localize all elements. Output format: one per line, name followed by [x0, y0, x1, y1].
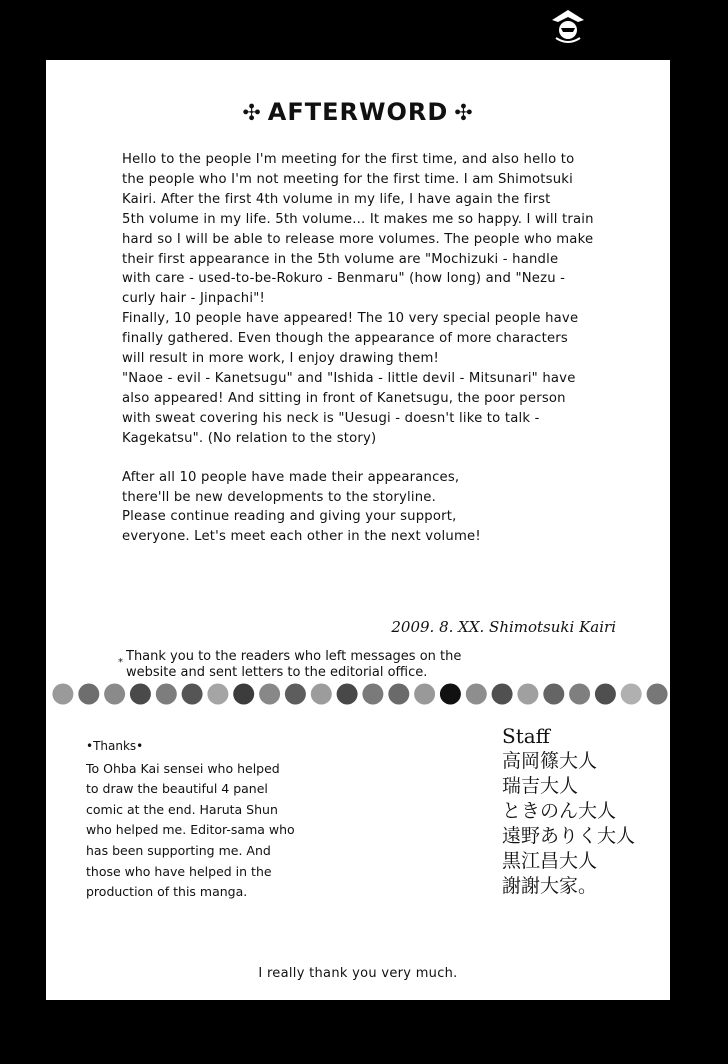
publisher-logo-icon	[548, 8, 588, 44]
staff-name: 遠野ありく大人	[502, 825, 636, 847]
reader-note	[118, 649, 526, 681]
thanks-line: to draw the beautiful 4 panel	[86, 781, 268, 797]
divider-dot	[259, 684, 280, 705]
thanks-line: has been supporting me. And	[86, 842, 271, 858]
text-line: "Naoe - evil - Kanetsugu" and "Ishida - little devil - Mitsunari" have	[122, 370, 576, 386]
divider-dot	[414, 684, 435, 705]
divider-dot	[517, 684, 538, 705]
note-marker: *	[118, 657, 123, 668]
staff-title: Staff	[502, 724, 550, 748]
divider-dot	[569, 684, 590, 705]
text-line: Finally, 10 people have appeared! The 10 very special people have	[122, 311, 579, 327]
thanks-line: production of this manga.	[86, 884, 248, 900]
thanks-section	[86, 736, 326, 903]
dot-divider	[50, 682, 670, 706]
divider-dot	[492, 684, 513, 705]
text-line: Hello to the people I'm meeting for the first time, and also hello to	[122, 152, 575, 167]
divider-dot	[362, 684, 383, 705]
divider-dot	[621, 684, 642, 705]
staff-name: ときのん大人	[502, 800, 617, 822]
text-line: there'll be new developments to the storyline.	[122, 489, 437, 505]
text-line: After all 10 people have made their appearances,	[122, 469, 460, 485]
note-line: Thank you to the readers who left messages on the	[126, 649, 462, 664]
divider-dot	[595, 684, 616, 705]
paragraph-main	[122, 150, 622, 449]
afterword-page	[46, 60, 670, 1000]
text-line: with sweat covering his neck is "Uesugi - doesn't like to talk -	[122, 410, 540, 426]
divider-dot	[130, 684, 151, 705]
divider-dot	[285, 684, 306, 705]
text-line: Kairi. After the first 4th volume in my life, I have again the first	[122, 191, 551, 207]
text-line: also appeared! And sitting in front of Kanetsugu, the poor person	[122, 390, 566, 406]
divider-dot	[543, 684, 564, 705]
note-line: website and sent letters to the editorial office.	[126, 665, 428, 680]
text-line: will result in more work, I enjoy drawing them!	[122, 351, 440, 367]
text-line: Kagekatsu". (No relation to the story)	[122, 430, 377, 446]
staff-name: 謝謝大家。	[502, 875, 598, 897]
divider-dot	[104, 684, 125, 705]
closing-line: I really thank you very much.	[258, 966, 458, 981]
divider-dot	[182, 684, 203, 705]
staff-name: 黒江昌大人	[502, 850, 598, 872]
text-line: 5th volume in my life. 5th volume... It makes me so happy. I will train	[122, 211, 594, 227]
thanks-line: comic at the end. Haruta Shun	[86, 801, 278, 817]
divider-dot	[388, 684, 409, 705]
thanks-line: To Ohba Kai sensei who helped	[86, 760, 280, 776]
paragraph-closing	[122, 468, 622, 548]
divider-dot	[647, 684, 668, 705]
divider-dot	[337, 684, 358, 705]
page-title: ✣ AFTERWORD ✣	[242, 98, 474, 126]
divider-dot	[78, 684, 99, 705]
staff-section	[502, 724, 635, 899]
thanks-text	[86, 759, 326, 903]
divider-dot	[233, 684, 254, 705]
staff-list	[502, 749, 635, 899]
thanks-line: those who have helped in the	[86, 863, 272, 879]
text-line: everyone. Let's meet each other in the next volume!	[122, 529, 481, 545]
thanks-line: who helped me. Editor-sama who	[86, 822, 295, 838]
divider-dot	[156, 684, 177, 705]
text-line: the people who I'm not meeting for the first time. I am Shimotsuki	[122, 171, 574, 187]
flourish-right-icon: ✣	[454, 100, 474, 126]
divider-dot	[466, 684, 487, 705]
divider-dot	[52, 684, 73, 705]
thanks-heading: •Thanks•	[86, 739, 144, 753]
staff-name: 瑞吉大人	[502, 775, 579, 797]
signature: 2009. 8. XX. Shimotsuki Kairi	[391, 618, 616, 636]
text-line: hard so I will be able to release more volumes. The people who make	[122, 231, 594, 247]
text-line: their first appearance in the 5th volume are "Mochizuki - handle	[122, 251, 559, 267]
text-line: Please continue reading and giving your support,	[122, 509, 457, 525]
divider-dot-dark	[440, 684, 461, 705]
staff-name: 高岡篠大人	[502, 750, 598, 772]
note-text	[126, 649, 526, 681]
flourish-left-icon: ✣	[242, 100, 262, 126]
text-line: with care - used-to-be-Rokuro - Benmaru" (how long) and "Nezu -	[122, 271, 566, 287]
afterword-body	[122, 150, 622, 547]
text-line: finally gathered. Even though the appearance of more characters	[122, 331, 568, 347]
text-line: curly hair - Jinpachi"!	[122, 291, 265, 307]
divider-dot	[207, 684, 228, 705]
divider-dot	[311, 684, 332, 705]
